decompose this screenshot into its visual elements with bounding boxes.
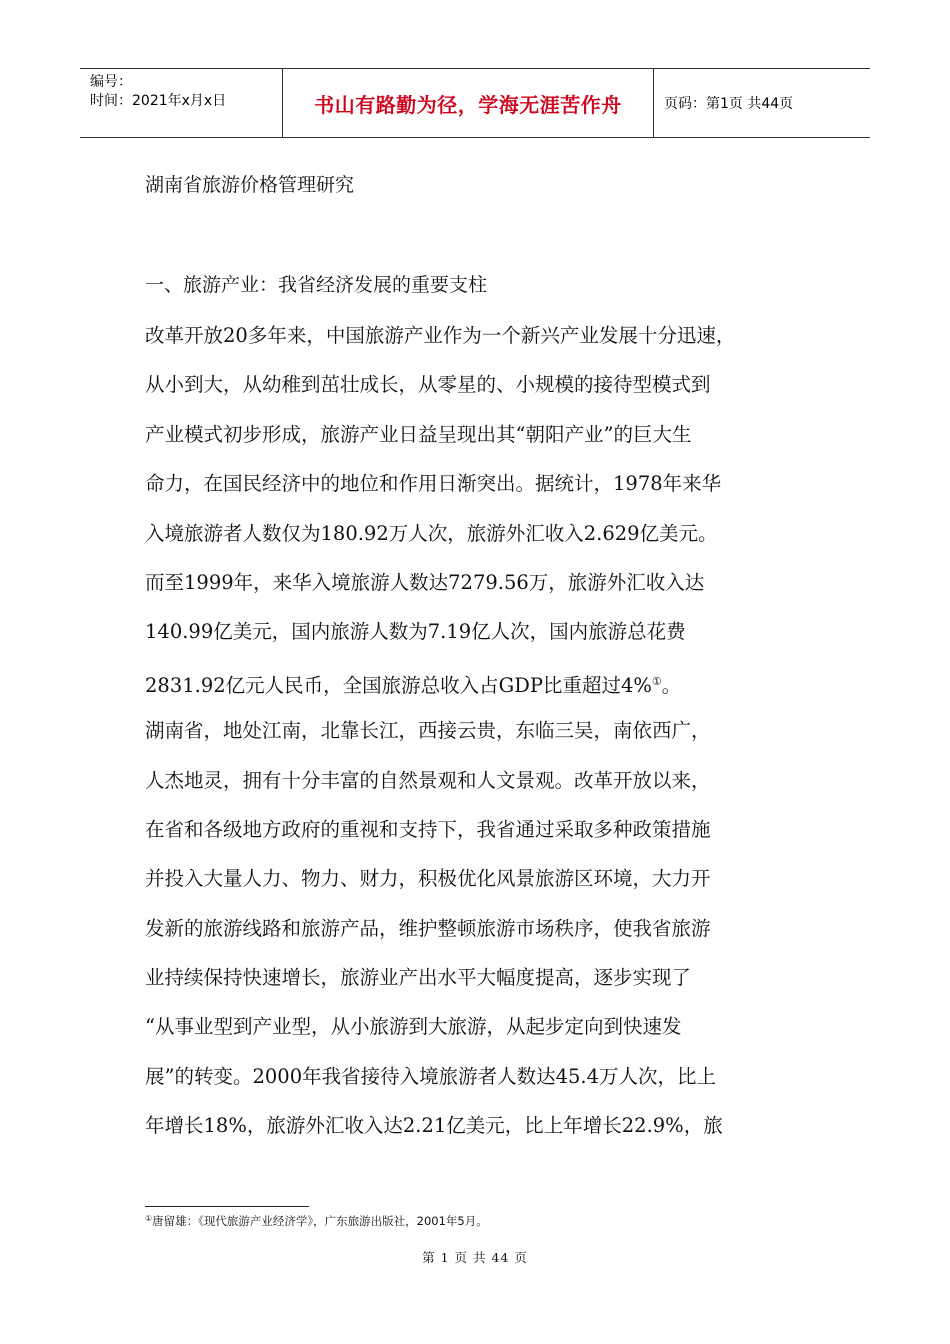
number-label: 编号：: [90, 74, 132, 90]
footnote-marker: ①: [145, 1214, 153, 1223]
body-line: 而至1999年，来华入境旅游人数达7279.56万，旅游外汇收入达: [145, 570, 705, 594]
body-line: 并投入大量人力、物力、财力，积极优化风景旅游区环境，大力开: [145, 867, 711, 891]
body-text: [145, 318, 825, 1158]
body-line: 湖南省，地处江南，北靠长江，西接云贵，东临三吴，南依西广，: [145, 719, 711, 743]
body-line: 命力，在国民经济中的地位和作用日渐突出。据统计，1978年来华: [145, 472, 722, 496]
body-line: 入境旅游者人数仅为180.92万人次，旅游外汇收入2.629亿美元。: [145, 521, 718, 545]
body-line: 人杰地灵，拥有十分丰富的自然景观和人文景观。改革开放以来，: [145, 768, 711, 792]
body-line: 业持续保持快速增长，旅游业产出水平大幅度提高，逐步实现了: [145, 966, 692, 990]
body-line: 展”的转变。2000年我省接待入境旅游者人数达45.4万人次，比上: [145, 1064, 717, 1088]
section-heading: 一、旅游产业：我省经济发展的重要支柱: [145, 274, 488, 296]
body-line: 从小到大，从幼稚到茁壮成长，从零星的、小规模的接待型模式到: [145, 373, 711, 397]
sentence-end: 。: [661, 673, 682, 697]
header-motto: 书山有路勤为径，学海无涯苦作舟: [283, 69, 654, 137]
document-title: 湖南省旅游价格管理研究: [145, 174, 355, 196]
body-line-with-footnote: [145, 664, 825, 713]
footnote: [145, 1213, 488, 1229]
header-table: [80, 68, 870, 138]
body-line: 年增长18%，旅游外汇收入达2.21亿美元，比上年增长22.9%，旅: [145, 1114, 723, 1138]
body-line: 改革开放20多年来，中国旅游产业作为一个新兴产业发展十分迅速，: [145, 324, 736, 347]
body-line: “从事业型到产业型，从小旅游到大旅游，从起步定向到快速发: [145, 1015, 682, 1039]
footnote-divider: [145, 1206, 309, 1207]
footnote-reference[interactable]: ①: [651, 674, 662, 688]
page-footer: 第 1 页 共 44 页: [422, 1250, 528, 1265]
header-page-info: 页码：第1页 共44页: [664, 96, 794, 112]
time-label: 时间：2021年x月x日: [90, 93, 227, 109]
body-line: 在省和各级地方政府的重视和支持下，我省通过采取多种政策措施: [145, 817, 711, 841]
header-meta-cell: [80, 69, 283, 137]
body-line: 产业模式初步形成，旅游产业日益呈现出其“朝阳产业”的巨大生: [145, 422, 692, 446]
body-line: 发新的旅游线路和旅游产品，维护整顿旅游市场秩序，使我省旅游: [145, 916, 711, 940]
body-line: 140.99亿美元，国内旅游人数为7.19亿人次，国内旅游总花费: [145, 620, 686, 644]
body-line-text: 2831.92亿元人民币，全国旅游总收入占GDP比重超过4%: [145, 673, 652, 697]
footnote-text: 唐留雄：《现代旅游产业经济学》，广东旅游出版社，2001年5月。: [152, 1214, 488, 1228]
